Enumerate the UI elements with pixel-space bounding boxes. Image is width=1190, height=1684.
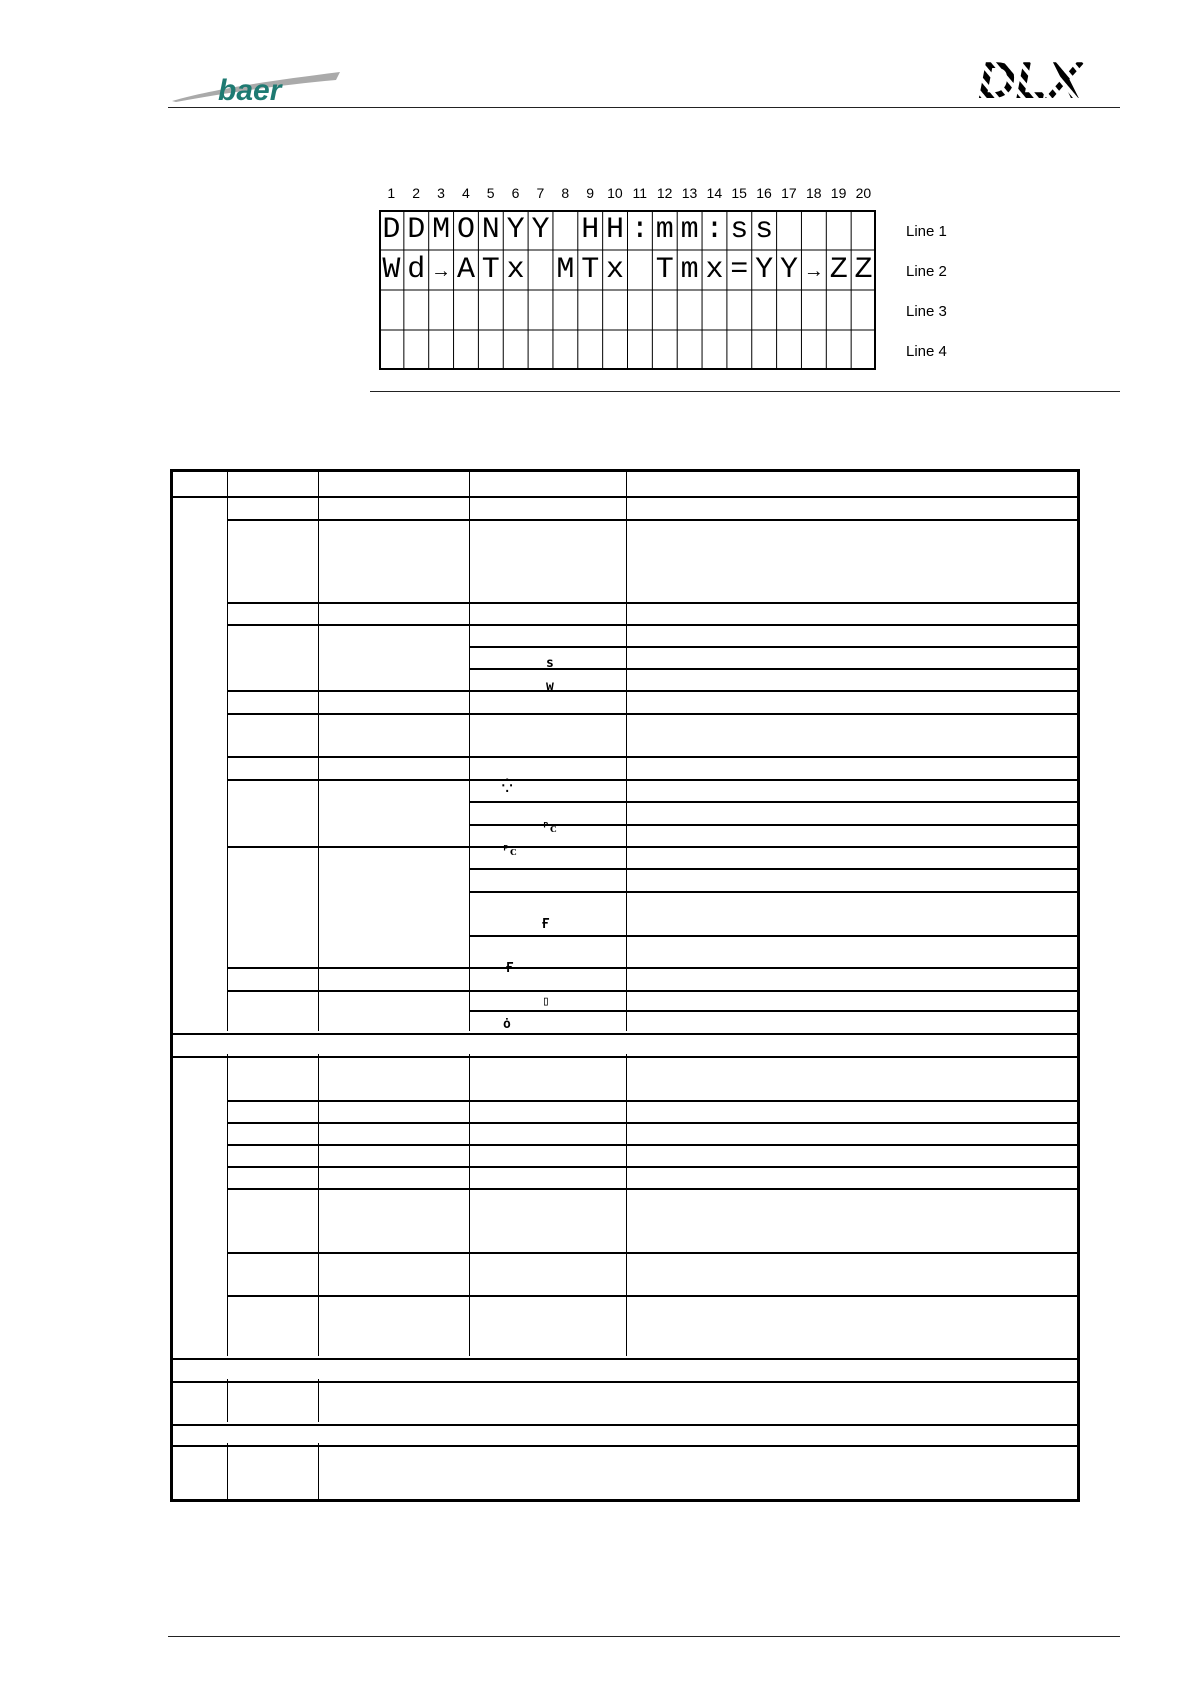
lcd-char: m [680,213,699,247]
lcd-char: O [456,213,475,247]
lcd-char: → [435,261,448,284]
lcd-column-number: 13 [681,185,698,201]
table-col-line [227,1379,228,1422]
lcd-char: : [705,213,724,247]
lcd-char: H [606,213,625,247]
lcd-column-number: 6 [511,185,520,201]
lcd-column-number: 8 [561,185,570,201]
lcd-char: A [456,253,475,287]
table-row-line [170,1056,1080,1058]
table-col-line [318,1379,319,1422]
footer-rule [168,1636,1120,1637]
lcd-char: H [581,213,600,247]
lcd-column-number: 4 [461,185,470,201]
header-rule [168,107,1120,108]
table-row-line [227,779,1080,781]
lcd-column-number: 11 [632,185,648,201]
lcd-column-number: 7 [536,185,545,201]
lcd-char: M [432,213,451,247]
lcd-char: T [655,253,674,287]
lcd-char: N [481,213,500,247]
line-2-label: Line 2 [906,263,947,280]
table-row-line [469,801,1080,803]
table-row-line [170,1381,1080,1383]
table-row-line [469,668,1080,670]
table-col-line [469,1054,470,1356]
dlx-logo-text: DLX [978,54,1082,102]
battery-glyph: ▯ [542,994,550,1009]
table-col-line [469,469,470,1031]
lcd-column-number: 9 [586,185,594,201]
f-glyph: Ғ [542,917,550,932]
lcd-column-number: 5 [486,185,495,201]
lcd-char: x [606,253,625,287]
dlx-logo [976,54,1116,102]
line-1-label: Line 1 [906,223,947,240]
lcd-char: Z [854,253,873,287]
baer-logo [170,68,350,104]
lcd-char: Z [829,253,848,287]
w-small-glyph: w [546,679,554,694]
lcd-char: m [655,213,674,247]
table-row-line [469,646,1080,648]
lcd-char: D [407,213,426,247]
f-glyph-2: Ғ [506,961,514,976]
table-row-line [227,713,1080,715]
lcd-column-number: 15 [731,185,747,201]
table-row-line [469,868,1080,870]
lcd-char: x [506,253,525,287]
table-row-line [227,1295,1080,1297]
table-row-line [227,1144,1080,1146]
lcd-char: Y [531,213,550,247]
table-row-line [469,824,1080,826]
table-row-line [227,602,1080,604]
table-row-line [227,990,1080,992]
lcd-char: = [730,253,749,287]
lcd-column-number: 1 [387,185,396,201]
table-col-line [227,469,228,1031]
lcd-column-number: 10 [607,185,623,201]
lcd-column-number: 2 [412,185,421,201]
table-row-line [469,891,1080,893]
table-col-line [318,1443,319,1502]
lcd-char: D [382,213,401,247]
lcd-column-number: 12 [656,185,673,201]
table-row-line [227,1252,1080,1254]
table-row-line [469,1010,1080,1012]
baer-logo-text: baer [218,74,282,104]
lcd-char: m [680,253,699,287]
lcd-char: Y [780,253,799,287]
table-col-line [626,1054,627,1356]
table-row-line [170,1424,1080,1426]
table-row-line [227,846,1080,848]
lcd-column-number: 19 [830,185,847,201]
table-col-line [227,1443,228,1502]
lcd-column-number: 17 [781,185,797,201]
line-3-label: Line 3 [906,303,947,320]
lcd-char: x [705,253,724,287]
pc-glyph-2: ᴾᴄ [502,844,517,859]
lcd-char: s [755,213,774,247]
lcd-column-number: 16 [756,185,772,201]
table-row-line [170,1033,1080,1035]
line-4-label: Line 4 [906,343,947,360]
tick-glyph: ȯ [503,1017,511,1032]
lcd-column-number: 14 [706,185,723,201]
table-row-line [170,496,1080,498]
lcd-char: d [407,253,426,287]
table-row-line [227,1166,1080,1168]
lcd-grid [379,210,876,370]
lcd-char: T [481,253,500,287]
lcd-char: → [807,261,820,284]
lcd-column-number: 20 [855,185,872,201]
table-row-line [227,967,1080,969]
lcd-char: T [581,253,600,287]
table-row-line [227,624,1080,626]
table-row-line [227,1188,1080,1190]
lcd-column-number: 18 [805,185,822,201]
pc-glyph: ᴾᴄ [542,821,557,836]
lcd-rule [370,391,1120,392]
table-row-line [170,1358,1080,1360]
table-col-line [318,469,319,1031]
lcd-char: W [382,253,401,287]
table-row-line [227,1100,1080,1102]
lcd-char: : [630,213,649,247]
table-row-line [170,1445,1080,1447]
table-row-line [227,1122,1080,1124]
table-col-line [626,469,627,1031]
lcd-char: Y [755,253,774,287]
table-row-line [227,756,1080,758]
table-row-line [227,519,1080,521]
lcd-char: Y [506,213,525,247]
info-table [170,469,1080,1502]
dots-glyph: ⁛ [502,779,513,794]
table-row-line [469,935,1080,937]
table-col-line [318,1054,319,1356]
table-row-line [227,690,1080,692]
lcd-column-number: 3 [437,185,445,201]
table-col-line [227,1054,228,1356]
lcd-char: M [556,253,575,287]
lcd-char: s [730,213,749,247]
s-small-glyph: s [546,656,554,671]
